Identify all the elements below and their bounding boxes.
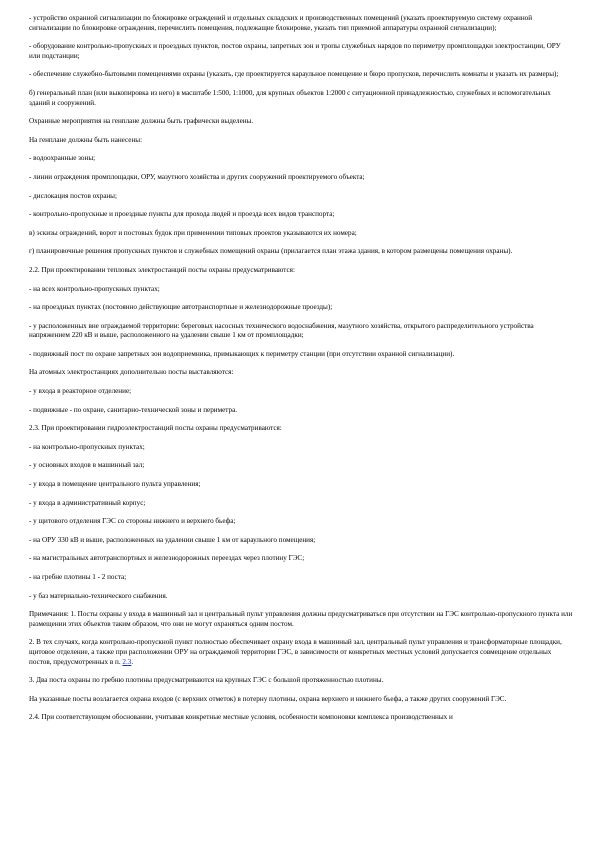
section-heading: 2.3. При проектировании гидроэлектростанций посты охраны предусматриваются: bbox=[29, 424, 282, 433]
note-paragraph: Примечания: 1. Посты охраны у входа в машинный зал и центральный пульт управления должны предусматриваться при отсутствии на ГЭС контрольно-пропускного пункта или размещении этих объектов таким образом, что они не могут охраняться одним постом. bbox=[29, 610, 573, 628]
paragraph: - обеспечение служебно-бытовыми помещениями охраны (указать, где проектируется караульное помещение и бюро пропусков, перечислить комнаты и указать их размеры); bbox=[29, 70, 559, 79]
list-item: - у входа в реакторное отделение; bbox=[29, 387, 132, 396]
paragraph: Охранные мероприятия на генплане должны быть графически выделены. bbox=[29, 117, 254, 126]
paragraph: б) генеральный план (или выкопировка из него) в масштабе 1:500, 1:1000, для крупных объектов 1:2000 с ситуационной принадлежностью, служебных и вспомогательных зданий и сооружений. bbox=[29, 88, 551, 107]
note-text-end: . bbox=[131, 657, 134, 666]
list-item: - контрольно-пропускные и проездные пункты для прохода людей и проезда всех видов транспорта; bbox=[29, 210, 335, 219]
list-item: - у щитового отделения ГЭС со стороны нижнего и верхнего бьефа; bbox=[29, 517, 236, 526]
list-item: - на проездных пунктах (постоянно действующие автотранспортные и железнодорожные проезды); bbox=[29, 303, 333, 312]
paragraph: На указанные посты возлагается охрана входов (с верхних отметок) в потерну плотины, охрана верхнего и нижнего бьефа, а также других сооружений ГЭС. bbox=[29, 694, 507, 703]
list-item: - у расположенных вне ограждаемой территории: береговых насосных технического водоснабжения, мазутного хозяйства, открытого распределительного устройства напряжением 220 кВ и выше, расположенного на удалении свыше 1 км от промплощадки; bbox=[29, 321, 534, 340]
note-text: 2. В тех случаях, когда контрольно-пропускной пункт полностью обеспечивает охрану входа в машинный зал, центральный пульт управления и трансформаторные площадки, щитовое отделение, а также при расположении ОРУ на ограждаемой территории ГЭС, в зависимости от конкретных местных условий допускается совмещение отдельных постов, предусмотренных в п. bbox=[29, 638, 562, 666]
list-item: - на всех контрольно-пропускных пунктах; bbox=[29, 284, 160, 293]
list-item: - на гребне плотины 1 - 2 поста; bbox=[29, 573, 127, 581]
list-item: - подвижные - по охране, санитарно-технической зоны и периметра. bbox=[29, 405, 238, 414]
list-item: - на контрольно-пропускных пунктах; bbox=[29, 442, 145, 451]
paragraph: - оборудование контрольно-пропускных и проездных пунктов, постов охраны, запретных зон и тропы служебных нарядов по периметру промплощадки электростанции, ОРУ или подстанции; bbox=[29, 42, 561, 60]
list-item: - у входа в помещение центрального пульта управления; bbox=[29, 480, 201, 489]
list-item: - на магистральных автотранспортных и железнодорожных переездах через плотину ГЭС; bbox=[29, 554, 305, 563]
list-item: - у основных входов в машинный зал; bbox=[29, 461, 145, 470]
section-link[interactable]: 2.3 bbox=[122, 657, 132, 666]
paragraph: 2.4. При соответствующем обосновании, учитывая конкретные местные условия, особенности компоновки комплекса производственных и bbox=[29, 713, 453, 722]
paragraph: - устройство охранной сигнализации по блокировке ограждений и отдельных складских и производственных помещений (указать проектируемую систему охранной сигнализации по блокировке ограждения, перечислить помещения, подлежащие блокировке, указать тип приемной аппаратуры охранной сигнализации); bbox=[29, 14, 533, 32]
paragraph: г) планировочные решения пропускных пунктов и служебных помещений охраны (прилагается план этажа здания, в котором размещены помещения охраны). bbox=[29, 247, 513, 256]
list-item: - у входа в административный корпус; bbox=[29, 498, 146, 507]
list-item: - дислокация постов охраны; bbox=[29, 191, 117, 200]
paragraph: На генплане должны быть нанесены: bbox=[29, 135, 143, 144]
list-item: - на ОРУ 330 кВ и выше, расположенных на удалении свыше 1 км от караульного помещения; bbox=[29, 535, 316, 544]
note-paragraph: 3. Два поста охраны по гребню плотины предусматриваются на крупных ГЭС с большой протяженностью плотины. bbox=[29, 676, 384, 685]
paragraph: На атомных электростанциях дополнительно посты выставляются: bbox=[29, 368, 234, 377]
paragraph: в) эскизы ограждений, ворот и постовых будок при применении типовых проектов указываются их номера; bbox=[29, 228, 357, 237]
list-item: - у баз материально-технического снабжения. bbox=[29, 591, 168, 600]
section-heading: 2.2. При проектировании тепловых электростанций посты охраны предусматриваются: bbox=[29, 265, 295, 274]
list-item: - водоохранные зоны; bbox=[29, 154, 96, 163]
list-item: - подвижный пост по охране запретных зон водоприемника, примыкающих к периметру станции (при отсутствии охранной сигнализации). bbox=[29, 349, 455, 358]
list-item: - линии ограждения промплощадки, ОРУ, мазутного хозяйства и других сооружений проектируемого объекта; bbox=[29, 172, 365, 181]
note-paragraph bbox=[29, 638, 573, 667]
